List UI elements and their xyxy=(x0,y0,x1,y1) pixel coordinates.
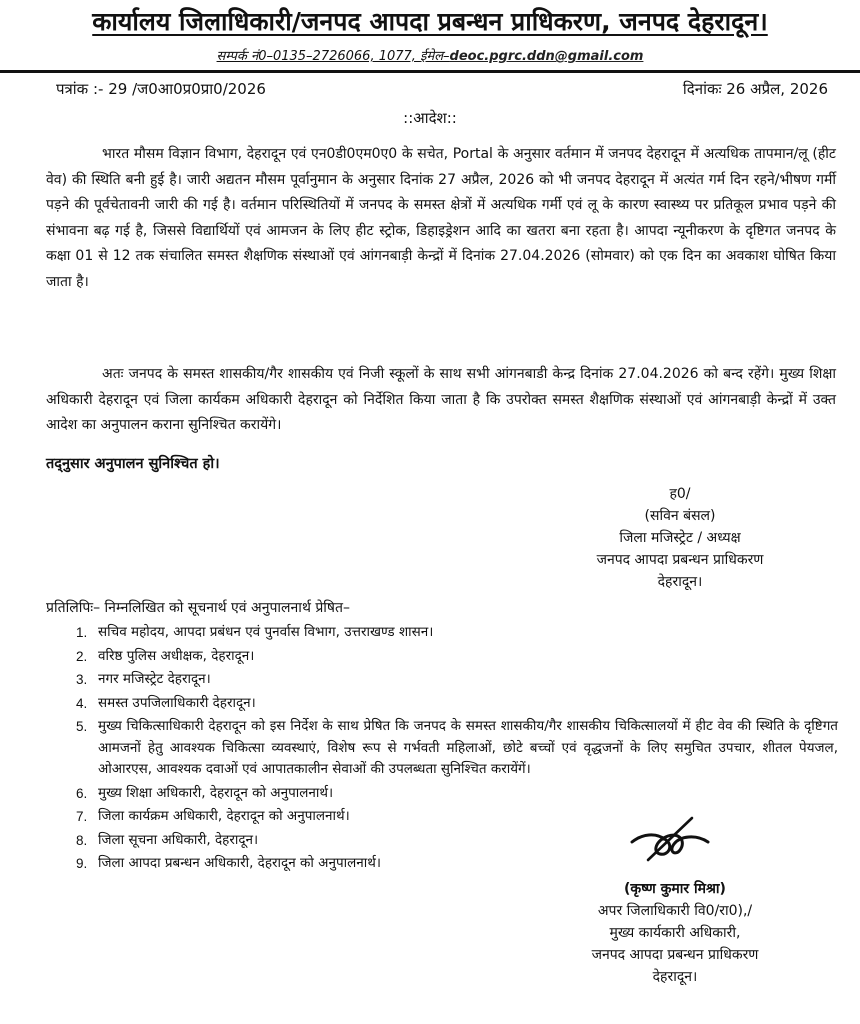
copy-to-item-text: जिला सूचना अधिकारी, देहरादून। xyxy=(98,831,259,848)
copy-to-item xyxy=(46,669,846,691)
copy-to-item xyxy=(46,806,846,828)
signed-mark: ह0/ xyxy=(669,486,691,502)
copy-to-item xyxy=(46,693,846,715)
copy-to-item xyxy=(46,830,846,852)
copy-to-item-number: 4. xyxy=(76,695,88,711)
copy-to-item-text: जिला कार्यक्रम अधिकारी, देहरादून को अनुपालनार्थ। xyxy=(98,808,350,824)
copy-to-item-text: जिला आपदा प्रबन्धन अधिकारी, देहरादून को अनुपालनार्थ। xyxy=(98,855,381,871)
copy-to-item xyxy=(46,646,846,668)
compliance-line: तद्नुसार अनुपालन सुनिश्चित हो। xyxy=(46,456,220,472)
email-link[interactable]: deoc.pgrc.ddn@gmail.com xyxy=(449,49,644,64)
signatory-2-name: (कृष्ण कुमार मिश्रा) xyxy=(624,881,726,897)
contact-line xyxy=(0,48,860,66)
handwritten-signature xyxy=(622,812,722,872)
signatory-block-dm xyxy=(560,483,800,593)
letter-date: दिनांकः 26 अप्रैल, 2026 xyxy=(682,80,828,98)
signatory-name: (सविन बंसल) xyxy=(644,508,716,524)
copy-to-item-number: 2. xyxy=(76,648,88,664)
letter-number: पत्रांक :- 29 /ज0आ0प्र0प्रा0/2026 xyxy=(56,80,266,98)
order-paragraph-2: अतः जनपद के समस्त शासकीय/गैर शासकीय एवं निजी स्कूलों के साथ सभी आंगनबाडी केन्द्र दिनांक 27.04.2026 को बन्द रहेंगे। मुख्य शिक्षा अधिकारी देहरादून एवं जिला कार्यकम अधिकारी देहरादून को निर्देशित किया जाता है कि उपरोक्त समस्त शैक्षणिक संस्थाओं एवं आंगनबाड़ी केन्द्रों में उक्त आदेश का अनुपालन कराना सुनिश्चित करायेंगे। xyxy=(46,366,836,433)
copy-to-item-number: 8. xyxy=(76,832,88,848)
copy-to-item xyxy=(46,853,846,875)
copy-to-item-number: 7. xyxy=(76,809,88,824)
copy-to-item xyxy=(46,783,846,805)
copy-to-item-text: सचिव महोदय, आपदा प्रबंधन एवं पुनर्वास विभाग, उत्तराखण्ड शासन। xyxy=(98,624,434,640)
header-divider xyxy=(0,70,860,73)
copy-to-item-text: वरिष्ठ पुलिस अधीक्षक, देहरादून। xyxy=(98,647,255,664)
signatory-authority: जनपद आपदा प्रबन्धन प्राधिकरण xyxy=(596,552,764,568)
email-label: ईमेल– xyxy=(420,49,450,64)
copy-to-heading: प्रतिलिपिः– निम्नलिखित को सूचनार्थ एवं अनुपालनार्थ प्रेषित– xyxy=(46,600,350,616)
signatory-2-place: देहरादून। xyxy=(652,969,698,985)
copy-to-item-text: समस्त उपजिलाधिकारी देहरादून। xyxy=(98,694,256,711)
signatory-place: देहरादून। xyxy=(657,574,703,590)
signatory-2-authority: जनपद आपदा प्रबन्धन प्राधिकरण xyxy=(591,947,759,963)
signatory-2-designation-2: मुख्य कार्यकारी अधिकारी, xyxy=(609,925,741,941)
signatory-designation: जिला मजिस्ट्रेट / अध्यक्ष xyxy=(619,530,741,546)
office-title: कार्यालय जिलाधिकारी/जनपद आपदा प्रबन्धन प्राधिकरण, जनपद देहरादून। xyxy=(92,7,768,36)
order-heading: ::आदेश:: xyxy=(403,109,457,127)
copy-to-item xyxy=(46,622,846,644)
copy-to-item-number: 5. xyxy=(76,719,88,734)
copy-to-item-number: 3. xyxy=(76,672,88,687)
copy-to-item-text: नगर मजिस्ट्रेट देहरादून। xyxy=(98,671,211,687)
copy-to-item-number: 9. xyxy=(76,856,88,871)
copy-to-list xyxy=(46,622,846,877)
copy-to-item-text: मुख्य चिकित्साधिकारी देहरादून को इस निर्देश के साथ प्रेषित कि जनपद के समस्त शासकीय/गैर शासकीय चिकित्सालयों में हीट वेव की स्थिति के दृष्टिगत आमजनों हेतु आवश्यक चिकित्सा व्यवस्थाएं, विशेष रूप से गर्भवती महिलाओं, छोटे बच्चों एवं वृद्धजनों के लिए समुचित उपचार, शीतल पेयजल, ओआरएस, आवश्यक दवाओं एवं आपातकालीन सेवाओं की उपलब्धता सुनिश्चित करायेंगें। xyxy=(98,718,838,777)
order-paragraph-1: भारत मौसम विज्ञान विभाग, देहरादून एवं एन0डी0एम0ए0 के सचेत, Portal के अनुसार वर्तमान में जनपद देहरादून में अत्यधिक तापमान/लू (हीट वेव) की स्थिति बनी हुई है। जारी अद्यतन मौसम पूर्वानुमान के अनुसार दिनांक 27 अप्रैल, 2026 को भी जनपद देहरादून में अत्यंत गर्म दिन रहने/भीषण गर्मी पड़ने की पूर्वचेतावनी जारी की गई है। वर्तमान परिस्थितियों में जनपद के समस्त क्षेत्रों में अत्यधिक गर्मी एवं लू के कारण स्वास्थ्य पर प्रतिकूल प्रभाव पड़ने की संभावना बढ़ गई है, जिससे विद्यार्थियों एवं आमजन के लिए हीट स्ट्रोक, डिहाइड्रेशन आदि का खतरा बना रहता है। आपदा न्यूनीकरण के दृष्टिगत जनपद के कक्षा 01 से 12 तक संचालित समस्त शैक्षणिक संस्थाओं एवं आंगनबाड़ी केन्द्रों में दिनांक 27.04.2026 (सोमवार) को एक दिन का अवकाश घोषित किया जाता है। xyxy=(46,146,836,290)
copy-to-item xyxy=(46,716,846,781)
copy-to-item-number: 1. xyxy=(76,625,88,640)
signatory-2-designation-1: अपर जिलाधिकारी वि0/रा0),/ xyxy=(597,903,753,919)
copy-to-item-number: 6. xyxy=(76,785,88,801)
copy-to-item-text: मुख्य शिक्षा अधिकारी, देहरादून को अनुपालनार्थ। xyxy=(98,784,334,801)
signatory-block-adm xyxy=(550,878,800,988)
contact-numbers: सम्पर्क नं0–0135–2726066, 1077, xyxy=(216,49,421,64)
